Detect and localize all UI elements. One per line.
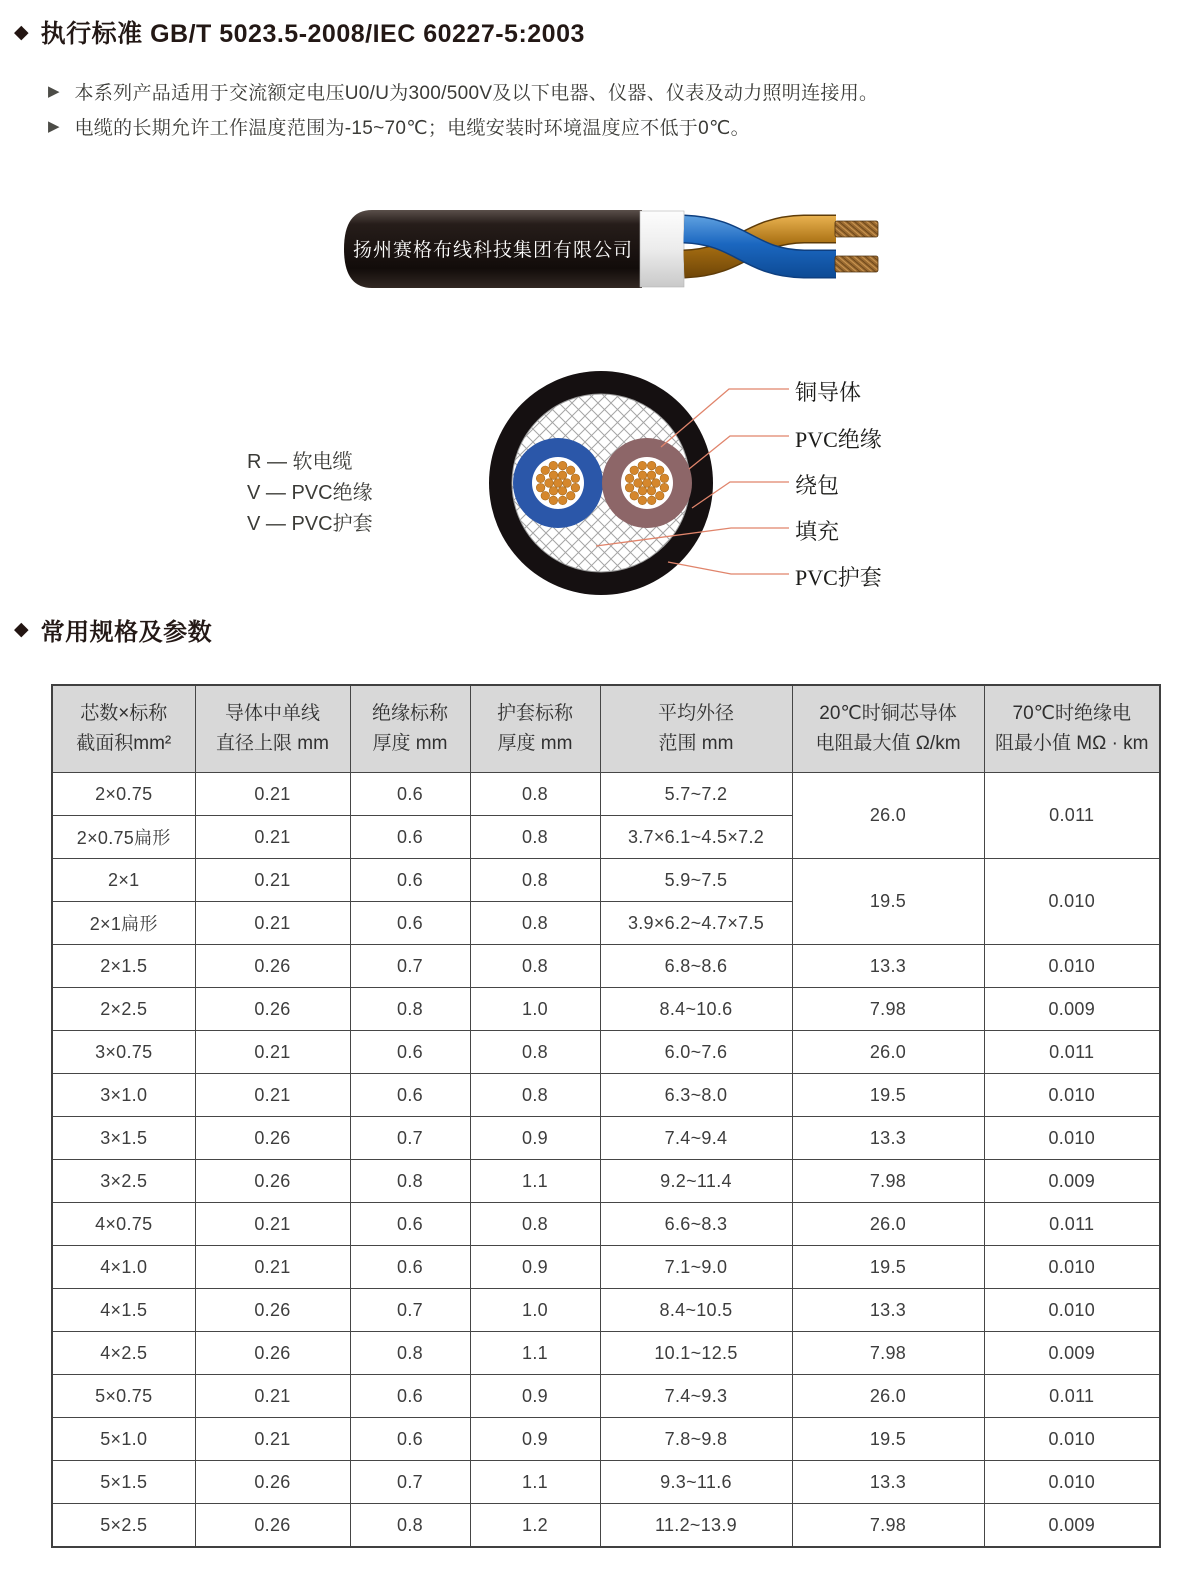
spec-table-cell: 7.98	[792, 1332, 984, 1375]
spec-table-cell: 19.5	[792, 859, 984, 945]
spec-table-cell: 0.6	[350, 1418, 470, 1461]
spec-table-cell: 0.011	[984, 1031, 1160, 1074]
spec-table-row	[52, 1332, 1160, 1375]
spec-table-row	[52, 1031, 1160, 1074]
spec-table-cell: 3×1.0	[52, 1074, 195, 1117]
spec-table-row	[52, 945, 1160, 988]
spec-table-cell: 0.26	[195, 1160, 350, 1203]
spec-table-cell: 0.6	[350, 1031, 470, 1074]
cable-cross-section-diagram	[460, 355, 795, 615]
intro-bullet-text: 本系列产品适用于交流额定电压U0/U为300/500V及以下电器、仪器、仪表及动力照明连接用。	[74, 83, 879, 104]
spec-table-cell: 0.009	[984, 1504, 1160, 1548]
spec-table-cell: 0.6	[350, 1203, 470, 1246]
spec-table-cell: 1.1	[470, 1332, 600, 1375]
spec-table-cell: 5×1.5	[52, 1461, 195, 1504]
spec-table-cell: 0.21	[195, 1203, 350, 1246]
cable-photo	[330, 195, 890, 310]
spec-table-cell: 0.010	[984, 1074, 1160, 1117]
spec-table-cell: 0.8	[470, 902, 600, 945]
legend-line: V — PVC绝缘	[247, 482, 373, 504]
spec-table-row	[52, 1117, 1160, 1160]
spec-table-row	[52, 859, 1160, 902]
spec-table-cell: 5.7~7.2	[600, 773, 792, 816]
spec-table-cell: 0.8	[470, 816, 600, 859]
spec-table-header-cell: 70℃时绝缘电 阻最小值 MΩ · km	[984, 685, 1160, 773]
spec-table-cell: 0.6	[350, 816, 470, 859]
spec-table-cell: 9.3~11.6	[600, 1461, 792, 1504]
spec-table	[51, 684, 1161, 1548]
specs-heading	[14, 612, 212, 647]
spec-table-cell: 0.21	[195, 1246, 350, 1289]
spec-table-cell: 26.0	[792, 1375, 984, 1418]
spec-table-cell: 1.2	[470, 1504, 600, 1548]
spec-table-cell: 0.6	[350, 902, 470, 945]
spec-table-cell: 3×1.5	[52, 1117, 195, 1160]
spec-table-cell: 4×1.5	[52, 1289, 195, 1332]
spec-table-cell: 6.8~8.6	[600, 945, 792, 988]
spec-table-cell: 3×2.5	[52, 1160, 195, 1203]
spec-table-cell: 0.21	[195, 859, 350, 902]
spec-table-cell: 7.8~9.8	[600, 1418, 792, 1461]
spec-table-cell: 1.1	[470, 1461, 600, 1504]
spec-table-row	[52, 773, 1160, 816]
spec-table-cell: 0.010	[984, 1289, 1160, 1332]
spec-table-cell: 5×1.0	[52, 1418, 195, 1461]
spec-table-cell: 13.3	[792, 1289, 984, 1332]
spec-table-cell: 0.7	[350, 945, 470, 988]
spec-table-cell: 0.010	[984, 1117, 1160, 1160]
spec-table-cell: 0.21	[195, 773, 350, 816]
spec-table-cell: 0.21	[195, 1031, 350, 1074]
spec-table-cell: 3.9×6.2~4.7×7.5	[600, 902, 792, 945]
spec-table-cell: 4×0.75	[52, 1203, 195, 1246]
spec-table-cell: 0.010	[984, 1461, 1160, 1504]
spec-table-cell: 0.6	[350, 773, 470, 816]
spec-table-cell: 0.21	[195, 902, 350, 945]
spec-table-cell: 0.010	[984, 1246, 1160, 1289]
spec-table-row	[52, 1461, 1160, 1504]
code-legend	[247, 447, 373, 540]
spec-table-cell: 0.8	[470, 773, 600, 816]
label-wrap: 绕包	[795, 473, 840, 498]
spec-table-cell: 0.9	[470, 1375, 600, 1418]
spec-table-cell: 2×1	[52, 859, 195, 902]
spec-table-cell: 0.010	[984, 859, 1160, 945]
spec-table-cell: 0.8	[350, 1504, 470, 1548]
spec-table-cell: 26.0	[792, 1203, 984, 1246]
spec-table-cell: 0.009	[984, 1332, 1160, 1375]
spec-table-cell: 0.011	[984, 1375, 1160, 1418]
spec-table-cell: 2×0.75扁形	[52, 816, 195, 859]
spec-table-cell: 0.26	[195, 1332, 350, 1375]
spec-table-cell: 0.26	[195, 1117, 350, 1160]
spec-table-body	[52, 773, 1160, 1548]
spec-table-cell: 0.21	[195, 1074, 350, 1117]
intro-bullet-2	[48, 113, 1168, 140]
leader-pvc-sheath	[668, 562, 789, 574]
spec-table-cell: 0.8	[470, 1031, 600, 1074]
spec-table-cell: 0.009	[984, 988, 1160, 1031]
spec-table-cell: 0.7	[350, 1461, 470, 1504]
spec-table-header-cell: 平均外径 范围 mm	[600, 685, 792, 773]
intro-bullet-text: 电缆的长期允许工作温度范围为-15~70℃；电缆安装时环境温度应不低于0℃。	[74, 118, 750, 139]
legend-line: R — 软电缆	[247, 451, 353, 473]
spec-table-row	[52, 1504, 1160, 1548]
spec-table-cell: 10.1~12.5	[600, 1332, 792, 1375]
standard-heading	[14, 14, 585, 50]
spec-table-cell: 0.26	[195, 988, 350, 1031]
spec-table-cell: 0.9	[470, 1246, 600, 1289]
spec-table-cell: 6.3~8.0	[600, 1074, 792, 1117]
spec-table-cell: 0.010	[984, 1418, 1160, 1461]
spec-table-cell: 0.8	[350, 1332, 470, 1375]
spec-table-row	[52, 1418, 1160, 1461]
spec-table-cell: 0.9	[470, 1418, 600, 1461]
spec-table-cell: 0.009	[984, 1160, 1160, 1203]
copper-tip-bottom	[835, 256, 878, 272]
spec-table-header-cell: 20℃时铜芯导体 电阻最大值 Ω/km	[792, 685, 984, 773]
spec-table-cell: 6.0~7.6	[600, 1031, 792, 1074]
spec-table-cell: 26.0	[792, 1031, 984, 1074]
spec-table-cell: 0.21	[195, 1418, 350, 1461]
legend-line: V — PVC护套	[247, 513, 373, 535]
spec-table-cell: 7.98	[792, 988, 984, 1031]
intro-bullet-1	[48, 78, 1168, 105]
spec-table-row	[52, 1375, 1160, 1418]
spec-table-cell: 0.26	[195, 1461, 350, 1504]
spec-table-cell: 3×0.75	[52, 1031, 195, 1074]
spec-table-cell: 8.4~10.5	[600, 1289, 792, 1332]
spec-table-cell: 0.21	[195, 816, 350, 859]
spec-table-cell: 0.011	[984, 1203, 1160, 1246]
spec-table-cell: 13.3	[792, 1117, 984, 1160]
spec-table-header-row	[52, 685, 1160, 773]
spec-table-cell: 2×1.5	[52, 945, 195, 988]
spec-table-cell: 0.26	[195, 1504, 350, 1548]
spec-table-cell: 3.7×6.1~4.5×7.2	[600, 816, 792, 859]
spec-table-cell: 0.8	[470, 1074, 600, 1117]
standard-title: 执行标准 GB/T 5023.5-2008/IEC 60227-5:2003	[40, 20, 585, 48]
spec-table-cell: 0.21	[195, 1375, 350, 1418]
spec-table-cell: 7.4~9.4	[600, 1117, 792, 1160]
spec-table-cell: 0.26	[195, 1289, 350, 1332]
diamond-icon: ◆	[14, 619, 29, 640]
spec-table-cell: 0.8	[350, 988, 470, 1031]
spec-table-cell: 26.0	[792, 773, 984, 859]
spec-table-cell: 19.5	[792, 1246, 984, 1289]
spec-table-header-cell: 芯数×标称 截面积mm²	[52, 685, 195, 773]
spec-table-row	[52, 1203, 1160, 1246]
cable-white-wrap	[640, 211, 684, 287]
spec-table-cell: 1.0	[470, 988, 600, 1031]
label-pvc-sheath: PVC护套	[795, 565, 882, 590]
spec-table-cell: 7.1~9.0	[600, 1246, 792, 1289]
spec-table-cell: 19.5	[792, 1074, 984, 1117]
spec-table-cell: 9.2~11.4	[600, 1160, 792, 1203]
spec-table-cell: 0.7	[350, 1289, 470, 1332]
spec-table-cell: 19.5	[792, 1418, 984, 1461]
spec-table-cell: 0.7	[350, 1117, 470, 1160]
spec-table-cell: 13.3	[792, 1461, 984, 1504]
spec-table-cell: 4×1.0	[52, 1246, 195, 1289]
spec-table-cell: 0.26	[195, 945, 350, 988]
spec-table-cell: 1.0	[470, 1289, 600, 1332]
label-pvc-insulation: PVC绝缘	[795, 427, 882, 452]
spec-table-header-cell: 护套标称 厚度 mm	[470, 685, 600, 773]
cable-brand-text: 扬州赛格布线科技集团有限公司	[352, 240, 634, 261]
spec-table-cell: 5×0.75	[52, 1375, 195, 1418]
spec-table-cell: 0.6	[350, 1074, 470, 1117]
spec-table-cell: 4×2.5	[52, 1332, 195, 1375]
specs-section-title: 常用规格及参数	[40, 619, 213, 646]
spec-table-cell: 0.6	[350, 859, 470, 902]
spec-table-cell: 0.8	[350, 1160, 470, 1203]
triangle-bullet-icon: ▶	[48, 118, 60, 135]
spec-table-header-cell: 绝缘标称 厚度 mm	[350, 685, 470, 773]
spec-table-cell: 1.1	[470, 1160, 600, 1203]
spec-table-header-cell: 导体中单线 直径上限 mm	[195, 685, 350, 773]
spec-table-cell: 0.6	[350, 1375, 470, 1418]
spec-table-cell: 7.4~9.3	[600, 1375, 792, 1418]
spec-table-cell: 0.6	[350, 1246, 470, 1289]
label-filler: 填充	[795, 519, 840, 544]
spec-table-cell: 0.9	[470, 1117, 600, 1160]
spec-table-row	[52, 1074, 1160, 1117]
spec-table-cell: 7.98	[792, 1160, 984, 1203]
spec-table-cell: 0.011	[984, 773, 1160, 859]
spec-table-cell: 7.98	[792, 1504, 984, 1548]
spec-table-cell: 0.8	[470, 945, 600, 988]
spec-table-cell: 8.4~10.6	[600, 988, 792, 1031]
spec-table-cell: 0.8	[470, 859, 600, 902]
spec-table-cell: 2×0.75	[52, 773, 195, 816]
spec-table-cell: 5×2.5	[52, 1504, 195, 1548]
spec-table-cell: 13.3	[792, 945, 984, 988]
copper-tip-top	[835, 221, 878, 237]
spec-table-cell: 0.8	[470, 1203, 600, 1246]
triangle-bullet-icon: ▶	[48, 83, 60, 100]
spec-table-cell: 11.2~13.9	[600, 1504, 792, 1548]
spec-table-cell: 6.6~8.3	[600, 1203, 792, 1246]
spec-table-cell: 0.010	[984, 945, 1160, 988]
spec-table-row	[52, 1160, 1160, 1203]
spec-table-row	[52, 988, 1160, 1031]
diamond-icon: ◆	[14, 21, 29, 43]
spec-table-row	[52, 1289, 1160, 1332]
label-copper-conductor: 铜导体	[795, 380, 862, 405]
spec-table-row	[52, 1246, 1160, 1289]
spec-table-cell: 2×2.5	[52, 988, 195, 1031]
spec-table-cell: 2×1扁形	[52, 902, 195, 945]
spec-table-cell: 5.9~7.5	[600, 859, 792, 902]
